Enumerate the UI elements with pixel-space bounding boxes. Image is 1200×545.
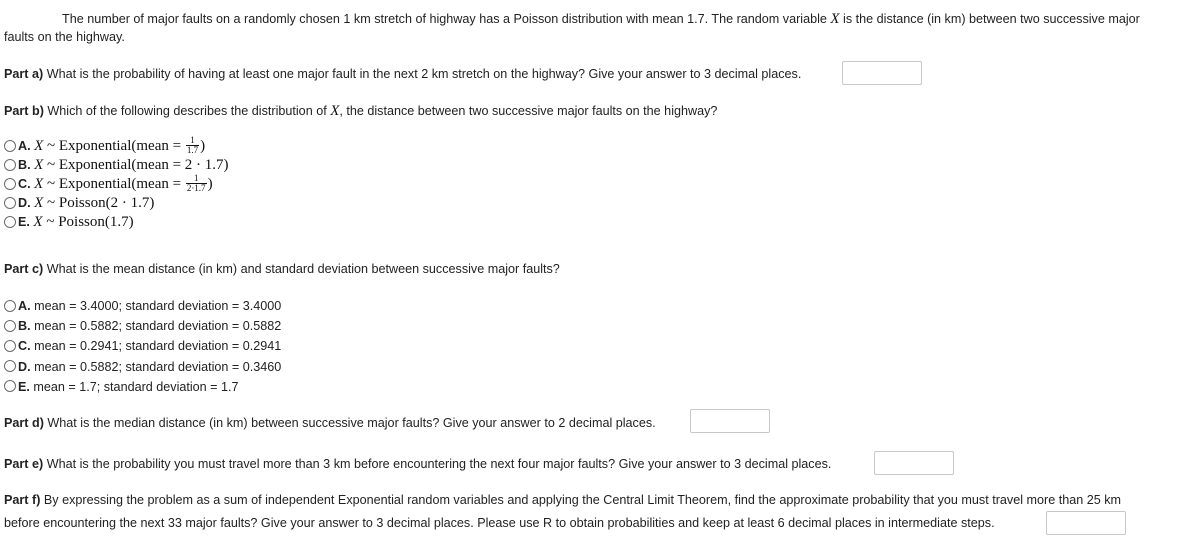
option-letter: B. [18, 319, 31, 334]
variable-x: X [34, 176, 44, 193]
part-b-question [4, 103, 717, 120]
part-c-option-a[interactable] [4, 296, 281, 316]
radio-button[interactable] [4, 178, 16, 190]
intro-text-a: The number of major faults on a randomly chosen 1 km stretch of highway has a Poisson distribution with mean 1.7. The random variable [62, 12, 831, 26]
part-e-text: What is the probability you must travel more than 3 km before encountering the next four major faults? Give your answer to 3 decimal places. [43, 457, 832, 471]
fraction-numerator: 1 [190, 135, 195, 146]
option-expression: Poisson(1.7) [58, 214, 134, 231]
part-f-label: Part f) [4, 493, 41, 507]
part-d-question [4, 416, 656, 430]
radio-button[interactable] [4, 340, 16, 352]
option-letter: C. [18, 339, 31, 354]
part-f-answer-input[interactable] [1046, 511, 1126, 535]
option-text: mean = 0.5882; standard deviation = 0.5882 [30, 319, 282, 334]
option-text: mean = 1.7; standard deviation = 1.7 [29, 379, 239, 394]
fraction-numerator: 1 [193, 173, 199, 184]
part-c-option-e[interactable] [4, 377, 281, 397]
radio-button[interactable] [4, 300, 16, 312]
option-expression: Exponential(mean = [58, 138, 185, 154]
option-text: mean = 0.2941; standard deviation = 0.2941 [30, 339, 282, 354]
radio-button[interactable] [4, 140, 16, 152]
radio-button[interactable] [4, 320, 16, 332]
part-e-answer-input[interactable] [874, 451, 954, 475]
tilde-symbol: ~ [43, 176, 59, 193]
variable-x: X [34, 195, 44, 212]
part-f-question-line-2: before encountering the next 33 major faults? Give your answer to 3 decimal places. Please use R to obtain probabilities and keep at least 6 decimal places in intermediate steps. [4, 516, 995, 530]
part-c-option-d[interactable] [4, 357, 281, 377]
part-b-text-a: Which of the following describes the distribution of [43, 104, 331, 118]
option-close-paren: ) [207, 176, 213, 193]
option-letter: E. [18, 379, 30, 394]
part-c-options [4, 296, 281, 397]
intro-text-b: is the distance (in km) between two successive major [839, 12, 1140, 26]
tilde-symbol: ~ [43, 157, 59, 174]
part-a-text: What is the probability of having at least one major fault in the next 2 km stretch on the highway? Give your answer to 3 decimal places. [43, 67, 802, 81]
fraction [186, 136, 199, 155]
part-b-option-a[interactable] [4, 137, 229, 156]
part-c-option-c[interactable] [4, 336, 281, 356]
tilde-symbol: ~ [42, 214, 59, 231]
tilde-symbol: ~ [43, 195, 59, 212]
option-expression: Exponential(mean = [58, 176, 185, 193]
fraction [186, 174, 207, 193]
part-a-question [4, 67, 801, 81]
radio-button[interactable] [4, 197, 16, 209]
radio-button[interactable] [4, 159, 16, 171]
variable-x: X [34, 157, 44, 174]
part-a-label: Part a) [4, 67, 44, 81]
option-letter: E. [18, 215, 30, 230]
part-b-label: Part b) [4, 104, 44, 118]
part-b-option-c[interactable] [4, 175, 229, 194]
variable-x: X [830, 11, 840, 27]
part-b-option-d[interactable] [4, 194, 229, 213]
variable-x: X [330, 103, 340, 119]
fraction-denominator: 1.7 [186, 145, 199, 156]
part-d-label: Part d) [4, 416, 44, 430]
option-letter: A. [18, 139, 31, 153]
part-b-options [4, 137, 229, 232]
option-letter: D. [18, 359, 31, 374]
part-d-text: What is the median distance (in km) between successive major faults? Give your answer to 2 decimal places. [43, 416, 656, 430]
part-f-text-1: By expressing the problem as a sum of independent Exponential random variables and applying the Central Limit Theorem, find the approximate probability that you must travel more than 25 km [40, 493, 1122, 507]
intro-line-2: faults on the highway. [4, 30, 125, 44]
part-d-answer-input[interactable] [690, 409, 770, 433]
part-c-option-b[interactable] [4, 316, 281, 336]
part-f-question-line-1 [4, 493, 1121, 507]
option-letter: C. [18, 177, 31, 192]
variable-x: X [33, 214, 43, 231]
option-expression: Exponential(mean = 2 · 1.7) [58, 157, 229, 174]
variable-x: X [34, 138, 44, 154]
part-c-question [4, 262, 560, 276]
option-expression: Poisson(2 · 1.7) [58, 195, 155, 212]
intro-line-1 [62, 11, 1140, 28]
option-letter: B. [18, 158, 31, 173]
fraction-denominator: 2·1.7 [186, 183, 206, 194]
option-text: mean = 0.5882; standard deviation = 0.3460 [30, 359, 282, 374]
tilde-symbol: ~ [43, 138, 59, 154]
part-b-text-b: , the distance between two successive major faults on the highway? [339, 104, 718, 118]
part-e-question [4, 457, 831, 471]
option-letter: D. [18, 196, 31, 211]
radio-button[interactable] [4, 360, 16, 372]
part-a-answer-input[interactable] [842, 61, 922, 85]
option-letter: A. [18, 299, 31, 313]
part-e-label: Part e) [4, 457, 44, 471]
radio-button[interactable] [4, 216, 16, 228]
part-c-label: Part c) [4, 262, 44, 276]
part-c-text: What is the mean distance (in km) and standard deviation between successive major faults? [43, 262, 560, 276]
part-b-option-e[interactable] [4, 213, 229, 232]
option-close-paren: ) [200, 138, 206, 154]
option-text: mean = 3.4000; standard deviation = 3.4000 [30, 299, 282, 313]
radio-button[interactable] [4, 380, 16, 392]
